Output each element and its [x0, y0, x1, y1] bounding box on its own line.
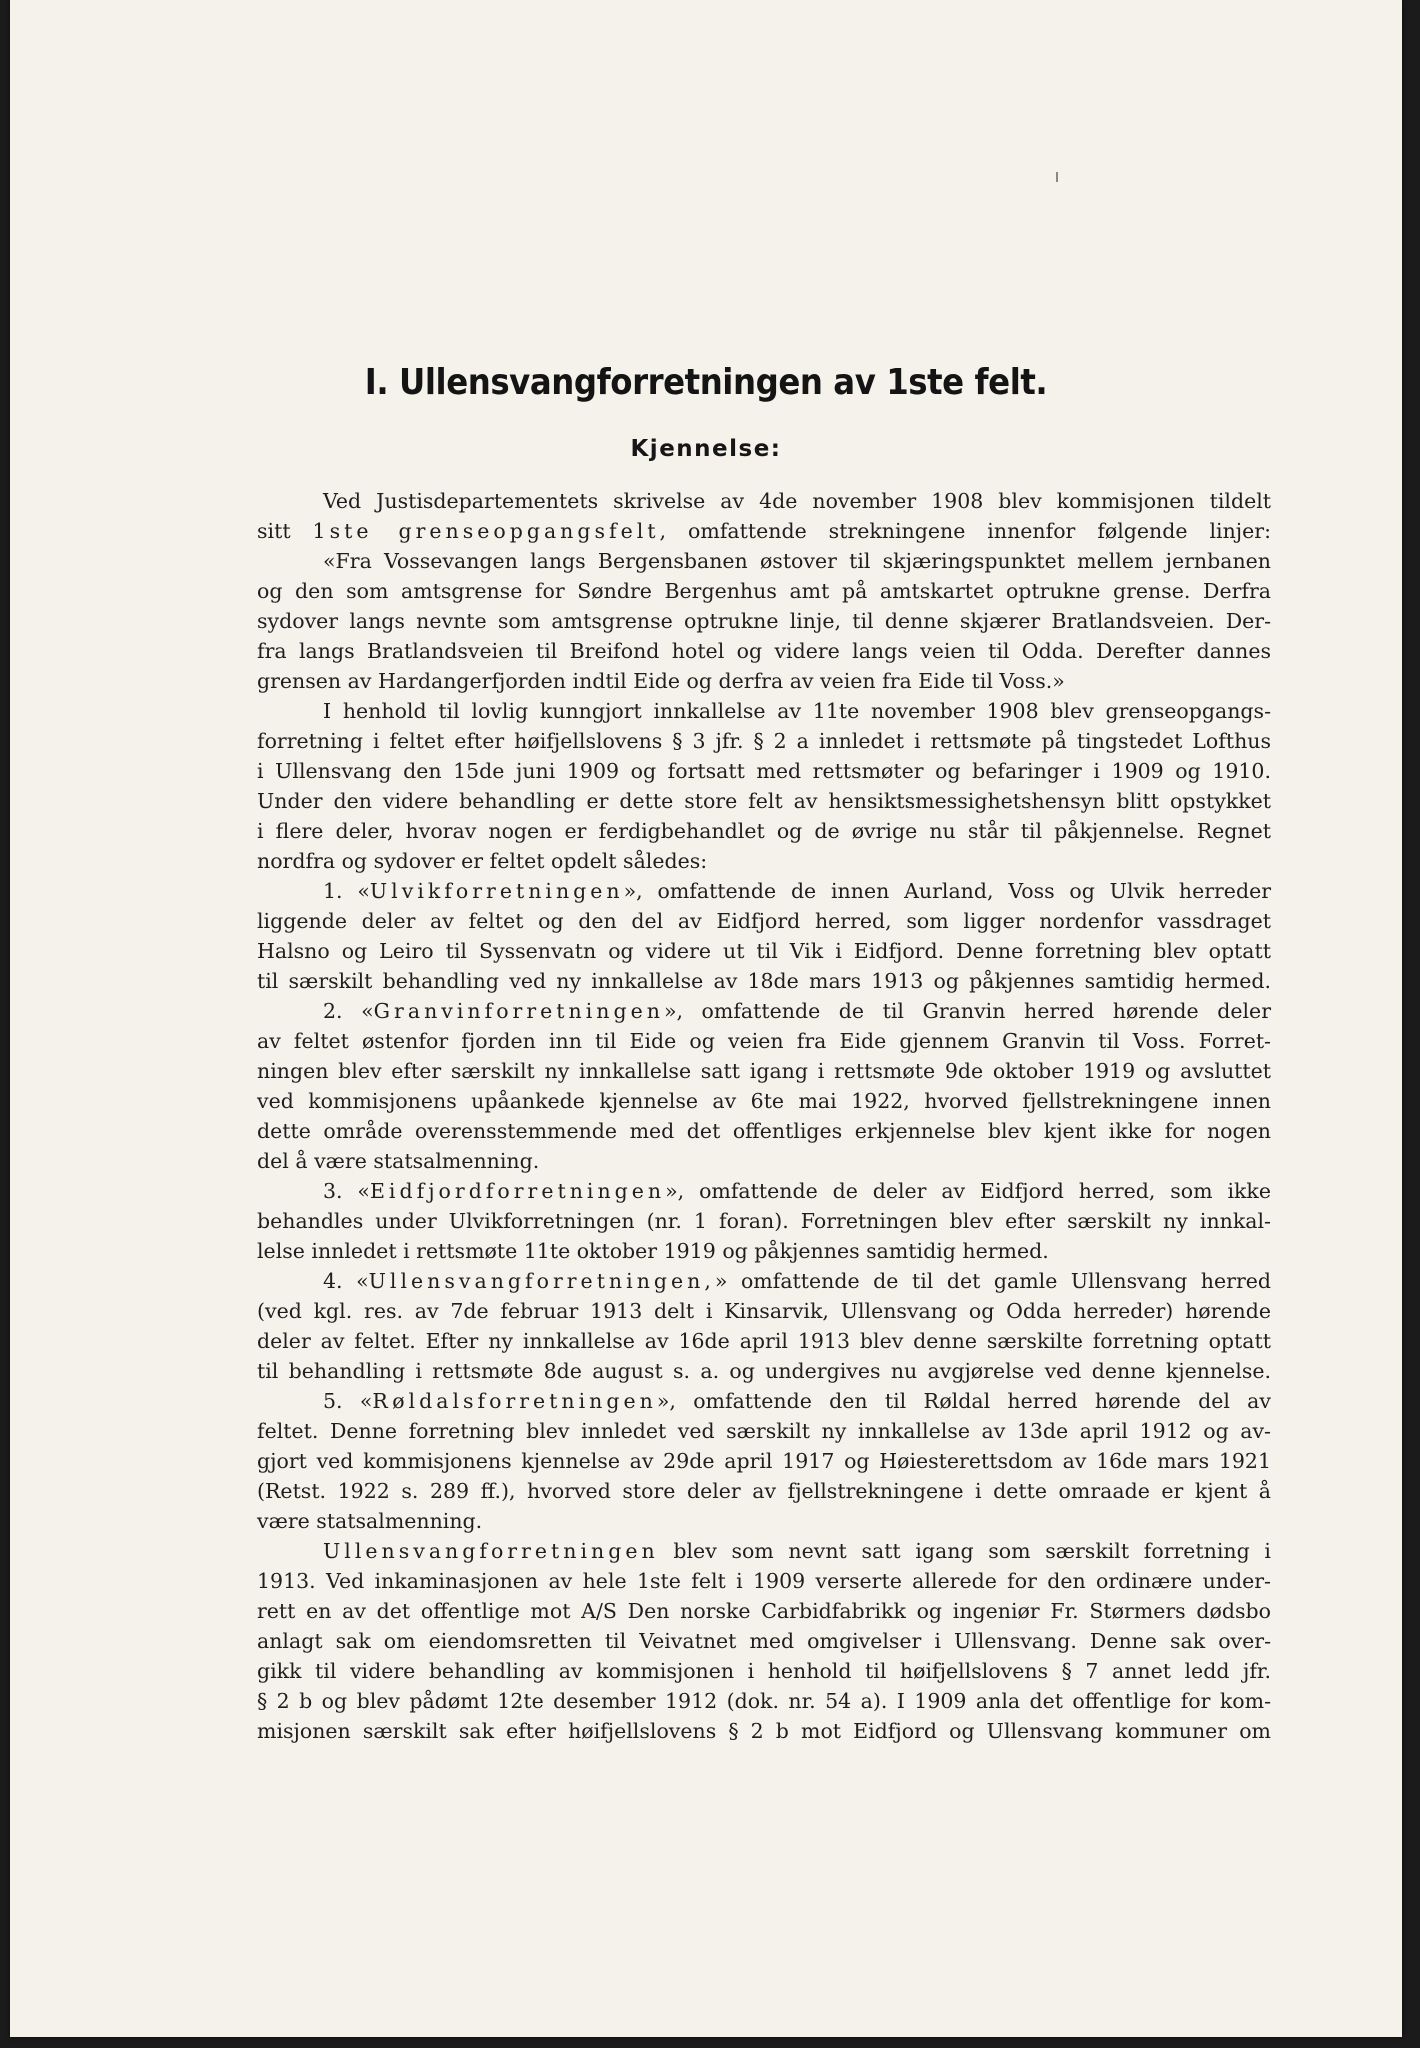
text-line: 3. «Eidfjordforretningen», omfattende de deler av Eidfjord herred, som ikke [323, 1179, 1271, 1203]
text-line: 4. «Ullensvangforretningen,» omfattende de til det gamle Ullensvang herred [323, 1269, 1271, 1293]
emphasized-term: Røldalsforretningen [372, 1389, 657, 1413]
text-line: § 2 b og blev pådømt 12te desember 1912 (dok. nr. 54 a). I 1909 anla det offentlige for kom- [257, 1689, 1271, 1713]
text-line: 2. «Granvinforretningen», omfattende de til Granvin herred hørende deler [323, 999, 1271, 1023]
text-line: i flere deler, hvorav nogen er ferdigbehandlet og de øvrige nu står til påkjennelse. Regnet [257, 819, 1271, 843]
text-line: ved kommisjonens upåankede kjennelse av 6te mai 1922, hvorved fjellstrekningene innen [257, 1089, 1271, 1113]
text-line: Halsno og Leiro til Syssenvatn og videre ut til Vik i Eidfjord. Denne forretning blev optatt [257, 939, 1271, 963]
text-line: I henhold til lovlig kunngjort innkallelse av 11te november 1908 blev grenseopgangs- [323, 699, 1271, 723]
page-mark [1056, 172, 1058, 182]
text-line: dette område overensstemmende med det offentliges erkjennelse blev kjent ikke for nogen [257, 1119, 1271, 1143]
document-page [10, 0, 1402, 2037]
text-line: Under den videre behandling er dette store felt av hensiktsmessighetshensyn blitt opstykket [257, 789, 1271, 813]
text-line: grensen av Hardangerfjorden indtil Eide og derfra av veien fra Eide til Voss.» [257, 669, 1065, 693]
text-line: Ullensvangforretningen blev som nevnt satt igang som særskilt forretning i [323, 1539, 1271, 1563]
text-line: sydover langs nevnte som amtsgrense optrukne linje, til denne skjærer Bratlandsveien. Der- [257, 609, 1271, 633]
text-line: 5. «Røldalsforretningen», omfattende den til Røldal herred hørende del av [323, 1389, 1271, 1413]
text-line: feltet. Denne forretning blev innledet ved særskilt ny innkallelse av 13de april 1912 og av- [257, 1419, 1271, 1443]
text-line: forretning i feltet efter høifjellslovens § 3 jfr. § 2 a innledet i rettsmøte på tingstedet Lofthus [257, 729, 1271, 753]
text-line: fra langs Bratlandsveien til Breifond hotel og videre langs veien til Odda. Derefter dannes [257, 639, 1271, 663]
text-line: behandles under Ulvikforretningen (nr. 1 foran). Forretningen blev efter særskilt ny innkal- [257, 1209, 1271, 1233]
chapter-title: I. Ullensvangforretningen av 1ste felt. [364, 362, 1048, 403]
emphasized-term: Eidfjordforretningen [369, 1179, 666, 1203]
emphasized-term: Ullensvangforretningen [323, 1539, 659, 1563]
text-line: deler av feltet. Efter ny innkallelse av 16de april 1913 blev denne særskilte forretning optatt [257, 1329, 1271, 1353]
emphasized-term: 1ste grenseopgangsfelt [312, 519, 660, 543]
text-line: (ved kgl. res. av 7de februar 1913 delt i Kinsarvik, Ullensvang og Odda herreder) hørende [257, 1299, 1271, 1323]
emphasized-term: Ulvikforretningen [369, 879, 624, 903]
text-line: nordfra og sydover er feltet opdelt således: [257, 849, 708, 873]
text-line: til behandling i rettsmøte 8de august s. a. og undergives nu avgjørelse ved denne kjennelse. [257, 1359, 1271, 1383]
text-line: liggende deler av feltet og den del av Eidfjord herred, som ligger nordenfor vassdraget [257, 909, 1271, 933]
text-line: anlagt sak om eiendomsretten til Veivatnet med omgivelser i Ullensvang. Denne sak over- [257, 1629, 1271, 1653]
text-line: av feltet østenfor fjorden inn til Eide og veien fra Eide gjennem Granvin til Voss. Forret- [257, 1029, 1271, 1053]
emphasized-term: Ullensvangforretningen, [368, 1269, 715, 1293]
text-line: Ved Justisdepartementets skrivelse av 4de november 1908 blev kommisjonen tildelt [323, 489, 1271, 513]
body-text [257, 486, 1271, 1746]
text-line: 1913. Ved inkaminasjonen av hele 1ste felt i 1909 verserte allerede for den ordinære under- [257, 1569, 1271, 1593]
text-line: 1. «Ulvikforretningen», omfattende de innen Aurland, Voss og Ulvik herreder [323, 879, 1271, 903]
text-line: misjonen særskilt sak efter høifjellslovens § 2 b mot Eidfjord og Ullensvang kommuner om [257, 1719, 1271, 1743]
text-line: i Ullensvang den 15de juni 1909 og fortsatt med rettsmøter og befaringer i 1909 og 1910. [257, 759, 1271, 783]
emphasized-term: Granvinforretningen [373, 999, 664, 1023]
text-line: «Fra Vossevangen langs Bergensbanen østover til skjæringspunktet mellem jernbanen [323, 549, 1271, 573]
section-subtitle: Kjennelse: [630, 436, 782, 462]
text-line: og den som amtsgrense for Søndre Bergenhus amt på amtskartet optrukne grense. Derfra [257, 579, 1271, 603]
text-line: (Retst. 1922 s. 289 ff.), hvorved store deler av fjellstrekningene i dette omraade er kjent å [257, 1479, 1271, 1503]
text-line: gikk til videre behandling av kommisjonen i henhold til høifjellslovens § 7 annet ledd jfr. [257, 1659, 1271, 1683]
text-line: ningen blev efter særskilt ny innkallelse satt igang i rettsmøte 9de oktober 1919 og avsluttet [257, 1059, 1271, 1083]
text-line: sitt 1ste grenseopgangsfelt, omfattende strekningene innenfor følgende linjer: [257, 519, 1271, 543]
text-line: til særskilt behandling ved ny innkallelse av 18de mars 1913 og påkjennes samtidig hermed. [257, 969, 1271, 993]
text-line: gjort ved kommisjonens kjennelse av 29de april 1917 og Høiesterettsdom av 16de mars 1921 [257, 1449, 1271, 1473]
text-line: rett en av det offentlige mot A/S Den norske Carbidfabrikk og ingeniør Fr. Størmers dødsbo [257, 1599, 1271, 1623]
text-line: del å være statsalmenning. [257, 1149, 540, 1173]
text-line: lelse innledet i rettsmøte 11te oktober 1919 og påkjennes samtidig hermed. [257, 1239, 1049, 1263]
text-line: være statsalmenning. [257, 1509, 483, 1533]
